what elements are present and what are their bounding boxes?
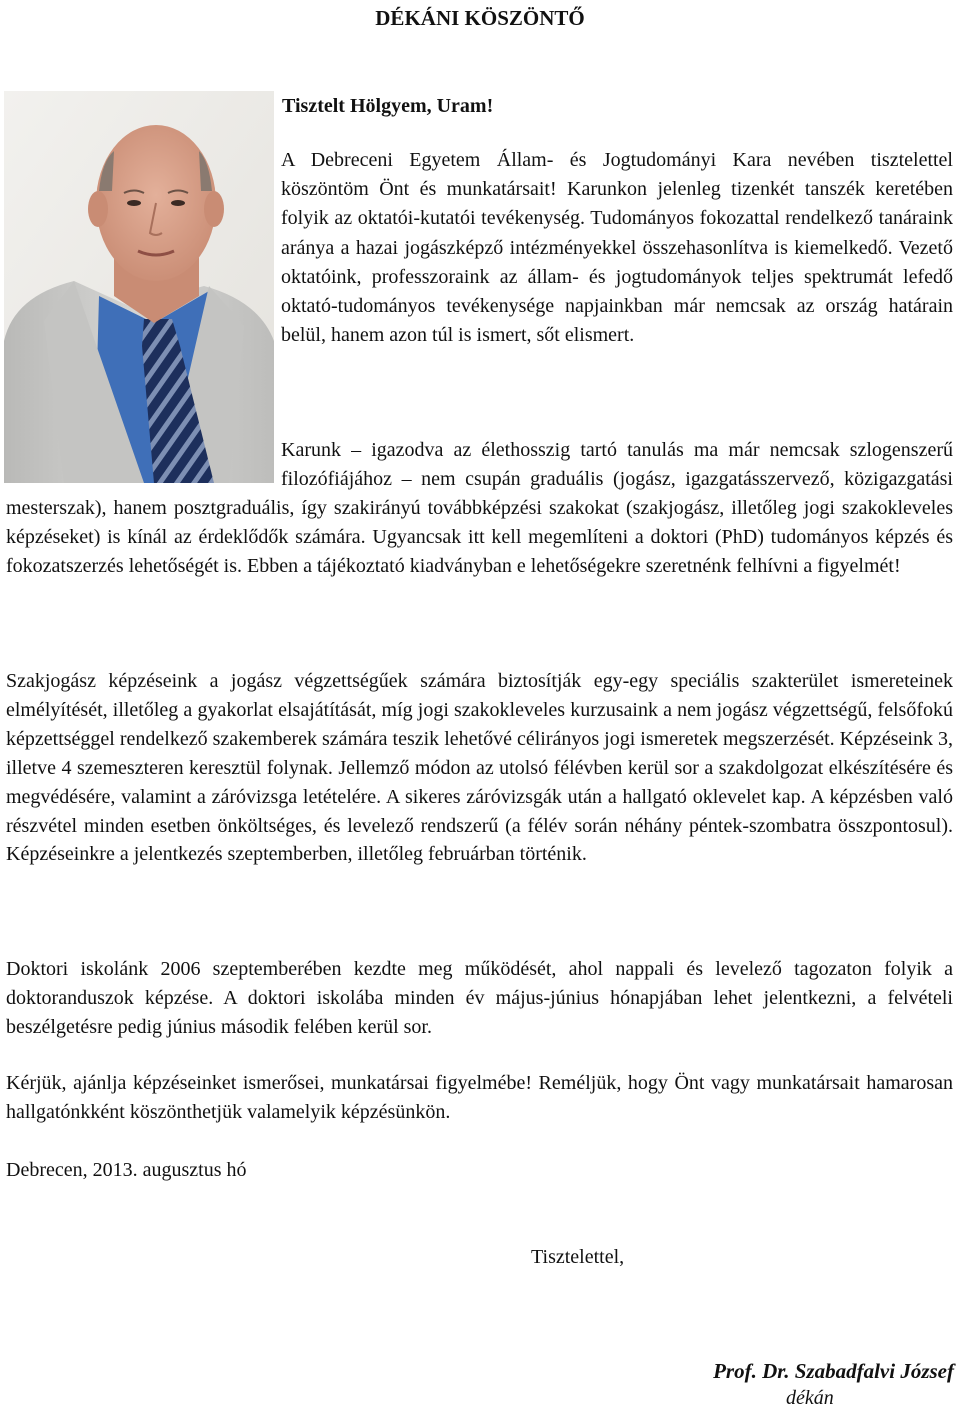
paragraph-courses: Karunk – igazodva az élethosszig tartó tanulás ma már nemcsak szlogenszerű filozófiájához – nem csupán graduális (jogász, igazgatásszervező, közigazgatási mesterszak), hanem posztgraduális, így szakirányú továbbképzési szakokat (szakjogász, illetőleg jogi szakokleveles képzéseket) is kínál az érdeklődők számára. Ugyancsak itt kell megemlíteni a doktori (PhD) tudományos képzés és fokozatszerzés lehetőségét is. Ebben a tájékoztató kiadványban e lehetőségekre szeretnénk felhívni a figyelmét! <box>6 439 953 577</box>
closing-greeting: Tisztelettel, <box>531 1246 625 1268</box>
paragraph-doctoral-school: Doktori iskolánk 2006 szeptemberében kezdte meg működését, ahol nappali és levelező tagozaton folyik a doktoranduszok képzése. A doktori iskolába minden év május-június hónapjában lehet jelentkezni, a felvételi beszélgetésre pedig június második felében kerül sor. <box>6 958 953 1038</box>
salutation: Tisztelt Hölgyem, Uram! <box>282 95 494 117</box>
signer-role: dékán <box>786 1387 834 1409</box>
page-title: DÉKÁNI KÖSZÖNTŐ <box>375 6 585 30</box>
paragraph-recommendation: Kérjük, ajánlja képzéseinket ismerősei, munkatársai figyelmébe! Reméljük, hogy Önt vagy munkatársait hamarosan hallgatónkként köszönthetjük valamelyik képzésünkön. <box>6 1072 953 1123</box>
paragraph-intro: A Debreceni Egyetem Állam- és Jogtudományi Kara nevében tisztelettel köszöntöm Önt és munkatársait! Karunkon jelenleg tizenkét tanszék keretében folyik az oktatói-kutatói tevékenység. Tudományos fokozattal rendelkező tanáraink aránya a hazai jogászképző intézményekkel összehasonlítva is kiemelkedő. Vezető oktatóink, professzoraink az állam- és jogtudományok teljes spektrumát lefedő oktató-tudományos tevékenysége napjainkban már nemcsak az ország határain belül, hanem azon túl is ismert, sőt elismert. <box>281 149 953 347</box>
photo-wrap-spacer <box>6 436 281 494</box>
date-line: Debrecen, 2013. augusztus hó <box>6 1159 247 1181</box>
paragraph-courses-wrap <box>6 436 953 581</box>
signer-name: Prof. Dr. Szabadfalvi József <box>713 1359 954 1383</box>
paragraph-specialist-training: Szakjogász képzéseink a jogász végzettségűek számára biztosítják egy-egy speciális szakterület ismereteinek elmélyítését, illetőleg a gyakorlat elsajátítását, míg jogi szakokleveles kurzusaink a nem jogász végzettségű, felsőfokú képzettséggel rendelkező szakemberek számára teszik lehetővé célirányos jogi ismeretek megszerzését. Képzéseink 3, illetve 4 szemeszteren keresztül folynak. Jellemző módon az utolsó félévben kerül sor a szakdolgozat elkészítésére és megvédésére, valamint a záróvizsga letételére. A sikeres záróvizsgák után a hallgató oklevelet kap. A képzésben való részvétel minden esetben önköltséges, és levelező rendszerű (a félév során néhány péntek-szombatra összpontosul). Képzéseinkre a jelentkezés szeptemberben, illetőleg februárban történik. <box>6 670 953 866</box>
dean-portrait-photo <box>4 91 274 483</box>
